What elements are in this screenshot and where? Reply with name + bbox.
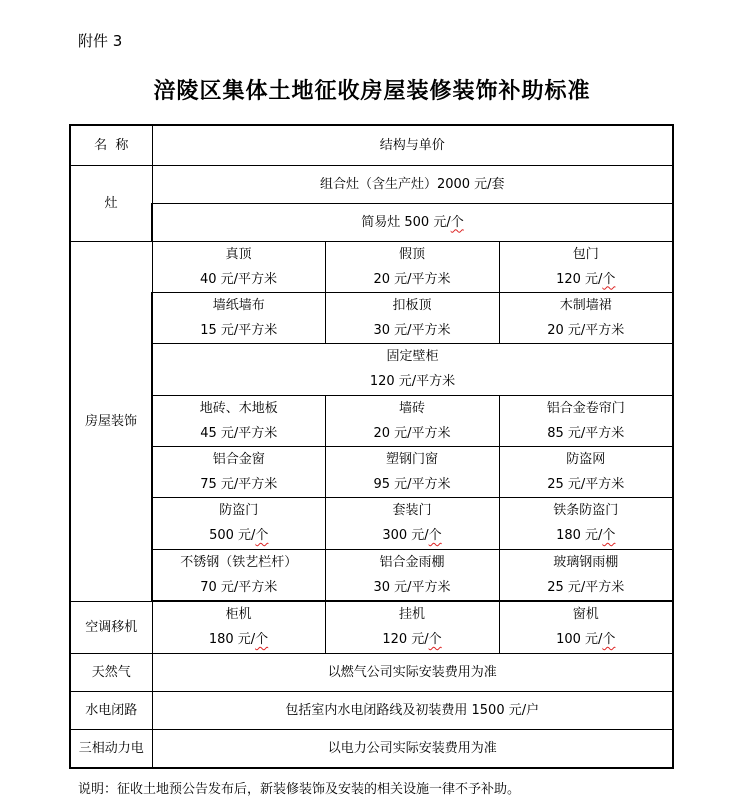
- item-name: 铝合金窗: [212, 451, 265, 467]
- item-name: 塑钢门窗: [385, 451, 438, 467]
- item-price-value: 120 元/: [556, 271, 603, 287]
- table-row: [70, 203, 673, 241]
- aircon-cell: [152, 601, 325, 653]
- item-name: 不锈钢（铁艺栏杆）: [180, 554, 298, 570]
- decoration-cell: [325, 292, 499, 343]
- item-price: 70 元/平方米: [200, 579, 278, 595]
- item-name: 固定壁柜: [386, 349, 439, 364]
- item-price: 25 元/平方米: [547, 476, 625, 492]
- item-name: 木制墙裙: [559, 297, 612, 313]
- item-price: 30 元/平方米: [373, 579, 451, 595]
- item-price-unit: 个: [602, 632, 616, 647]
- item-price: 85 元/平方米: [547, 425, 625, 441]
- item-price-unit: 个: [255, 632, 269, 647]
- stove-combined: [152, 165, 673, 203]
- power-value: 以电力公司实际安装费用为准: [152, 729, 673, 768]
- table-row: [70, 729, 673, 768]
- decoration-cell: [325, 497, 499, 549]
- subsidy-table: [69, 124, 674, 769]
- item-price: 45 元/平方米: [200, 425, 278, 441]
- table-row: [70, 241, 673, 292]
- item-price-value: 180 元/: [208, 632, 256, 647]
- aircon-cell: [325, 601, 499, 653]
- table-row: [70, 653, 673, 691]
- header-structure: 结构与单价: [152, 125, 673, 165]
- item-price: 120 元/平方米: [369, 374, 456, 389]
- decoration-cell: [152, 549, 325, 600]
- table-row: [70, 601, 673, 653]
- item-price: [153, 523, 325, 548]
- table-row: [70, 292, 673, 343]
- item-name: 假顶: [398, 246, 425, 262]
- item-price-unit: 个: [255, 528, 269, 543]
- attachment-label: 附件 3: [78, 32, 123, 50]
- item-price-value: 120 元/: [382, 632, 429, 647]
- item-name: 窗机: [572, 607, 599, 622]
- item-name: 扣板顶: [392, 297, 432, 313]
- item-name: 墙纸墙布: [212, 297, 265, 313]
- water-value: 包括室内水电闭路线及初装费用 1500 元/户: [152, 691, 673, 729]
- stove-simple-unit: 个: [450, 214, 464, 230]
- item-name: 套装门: [392, 503, 432, 518]
- decoration-cell: [152, 395, 325, 446]
- item-name: 防盗网: [566, 451, 606, 467]
- decoration-cell: [152, 497, 325, 549]
- table-row: [70, 549, 673, 600]
- decoration-cell: [499, 446, 673, 497]
- item-price-unit: 个: [602, 528, 616, 543]
- header-name: 名 称: [70, 125, 152, 165]
- item-price-unit: 个: [428, 632, 442, 647]
- item-price-unit: 个: [602, 271, 616, 287]
- decoration-label: 房屋装饰: [70, 241, 152, 601]
- item-price: 40 元/平方米: [199, 271, 278, 287]
- decoration-cell: [152, 446, 325, 497]
- item-name: 包门: [572, 246, 599, 262]
- decoration-cell: [499, 549, 673, 600]
- table-row: [70, 395, 673, 446]
- decoration-cell: [499, 241, 673, 292]
- page-title: 涪陵区集体土地征收房屋装修装饰补助标准: [153, 78, 591, 104]
- decoration-cell: [325, 446, 499, 497]
- table-row: [70, 343, 673, 395]
- stove-combined-price: 组合灶（含生产灶）2000 元/: [319, 176, 492, 192]
- item-name: 柜机: [225, 607, 252, 622]
- item-name: 玻璃钢雨棚: [553, 554, 619, 570]
- item-name: 真顶: [225, 246, 252, 262]
- water-label: 水电闭路: [70, 691, 152, 729]
- item-price-value: 180 元/: [556, 528, 603, 543]
- item-price: 75 元/平方米: [200, 476, 278, 492]
- item-price: [153, 627, 325, 652]
- decoration-cell: [152, 241, 325, 292]
- item-price: [326, 523, 499, 548]
- item-price: 20 元/平方米: [373, 271, 451, 287]
- item-name: 铝合金雨棚: [379, 554, 445, 570]
- footnote: 说明：征收土地预公告发布后，新装修装饰及安装的相关设施一律不予补助。: [78, 782, 521, 797]
- item-price: 25 元/平方米: [547, 579, 625, 595]
- item-name: 墙砖: [398, 400, 425, 416]
- decoration-cell: [325, 395, 499, 446]
- decoration-cell: [499, 395, 673, 446]
- item-price-value: 100 元/: [556, 632, 603, 647]
- gas-value: 以燃气公司实际安装费用为准: [152, 653, 673, 691]
- item-price: [500, 523, 673, 548]
- item-price: 95 元/平方米: [373, 476, 451, 492]
- table-row: [70, 165, 673, 203]
- decoration-cell: [152, 292, 325, 343]
- item-price: 20 元/平方米: [547, 322, 625, 338]
- item-name: 挂机: [398, 607, 425, 622]
- decoration-cell: [325, 549, 499, 600]
- decoration-cell: [499, 497, 673, 549]
- stove-simple: [152, 203, 673, 241]
- item-name: 铁条防盗门: [553, 503, 619, 518]
- item-name: 地砖、木地板: [199, 400, 278, 416]
- table-row: [70, 446, 673, 497]
- item-price: [500, 627, 673, 652]
- item-price: 15 元/平方米: [200, 322, 278, 338]
- table-row: [70, 497, 673, 549]
- decoration-cell: [499, 292, 673, 343]
- power-label: 三相动力电: [70, 729, 152, 768]
- item-name: 铝合金卷帘门: [546, 400, 625, 416]
- wardrobe-cell: [152, 343, 673, 395]
- item-price-value: 300 元/: [382, 528, 429, 543]
- item-price-value: 500 元/: [209, 528, 256, 543]
- aircon-cell: [499, 601, 673, 653]
- table-header-row: [70, 125, 673, 165]
- gas-label: 天然气: [70, 653, 152, 691]
- decoration-cell: [325, 241, 499, 292]
- item-price-unit: 个: [428, 528, 442, 543]
- item-price: [500, 267, 673, 292]
- item-price: [326, 627, 499, 652]
- item-price: 20 元/平方米: [373, 425, 451, 441]
- stove-combined-unit: 套: [491, 176, 505, 192]
- item-price: 30 元/平方米: [373, 322, 451, 338]
- item-name: 防盗门: [219, 503, 259, 518]
- stove-label: 灶: [70, 165, 152, 241]
- stove-simple-price: 简易灶 500 元/: [361, 214, 451, 230]
- table-row: [70, 691, 673, 729]
- aircon-label: 空调移机: [70, 601, 152, 653]
